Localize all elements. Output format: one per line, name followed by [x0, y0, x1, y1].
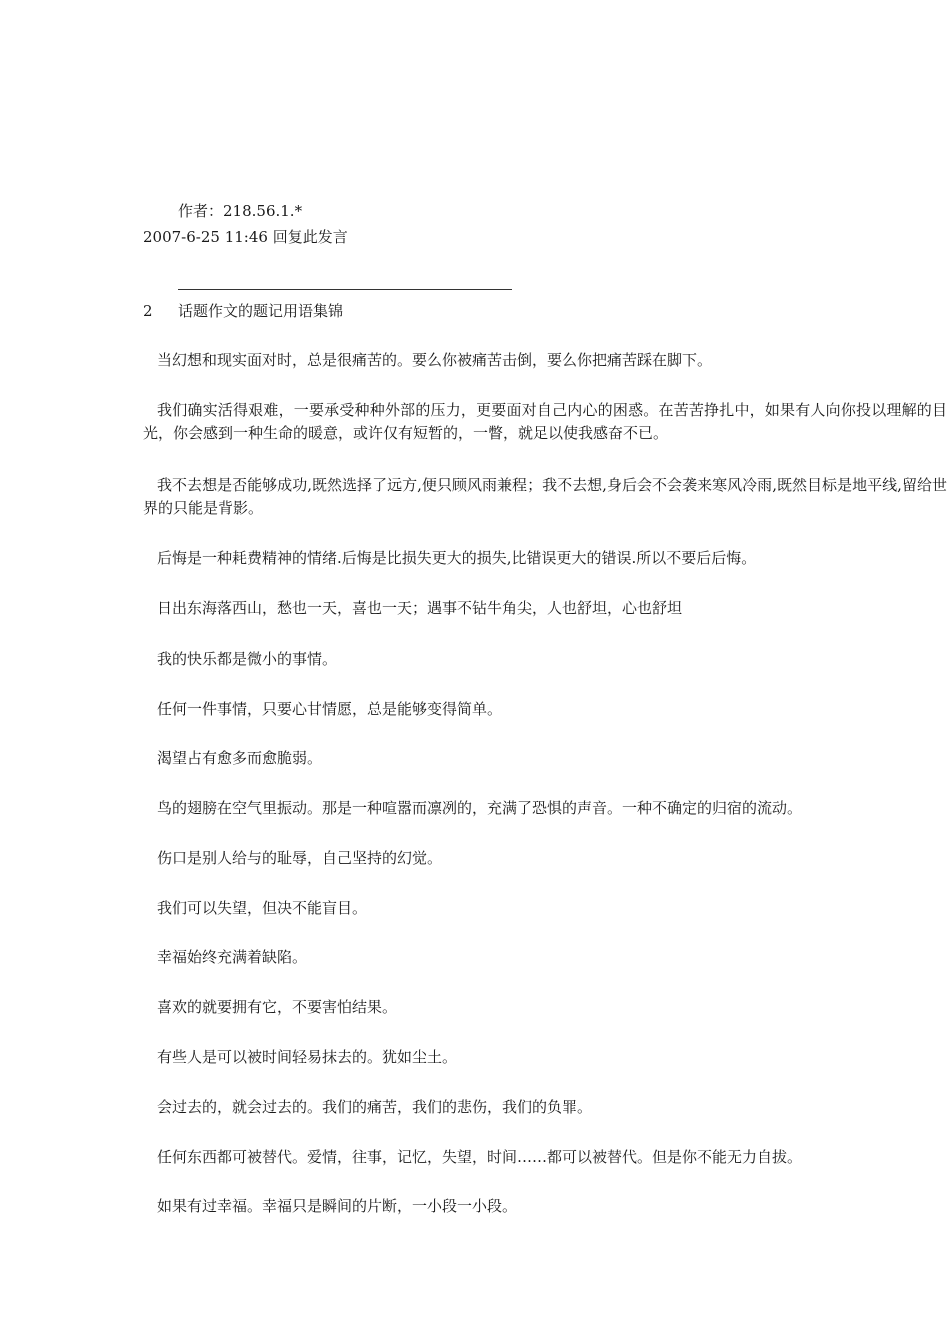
paragraph: 任何东西都可被替代。爱情，往事，记忆，失望，时间……都可以被替代。但是你不能无力自拔。: [157, 1148, 803, 1166]
paragraph: 喜欢的就要拥有它，不要害怕结果。: [157, 998, 398, 1016]
paragraph: 当幻想和现实面对时，总是很痛苦的。要么你被痛苦击倒，要么你把痛苦踩在脚下。: [157, 351, 713, 369]
paragraph: 鸟的翅膀在空气里振动。那是一种喧嚣而凛冽的，充满了恐惧的声音。一种不确定的归宿的流动。: [157, 799, 803, 817]
paragraph: 我们确实活得艰难，一要承受种种外部的压力，更要面对自己内心的困惑。在苦苦挣扎中，如果有人向你投以理解的目光，你会感到一种生命的暖意，或许仅有短暂的，一瞥，就足以使我感奋不已。: [143, 401, 947, 442]
paragraph: 我们可以失望，但决不能盲目。: [157, 899, 368, 917]
paragraph: 有些人是可以被时间轻易抹去的。犹如尘土。: [157, 1048, 458, 1066]
topic-heading: [143, 300, 343, 322]
paragraph: 后悔是一种耗费精神的情绪.后悔是比损失更大的损失,比错误更大的错误.所以不要后后悔。: [157, 549, 757, 567]
topic-title: 话题作文的题记用语集锦: [178, 302, 344, 320]
paragraph: 幸福始终充满着缺陷。: [157, 948, 308, 966]
paragraph: 我不去想是否能够成功,既然选择了远方,便只顾风雨兼程；我不去想,身后会不会袭来寒风冷雨,既然目标是地平线,留给世界的只能是背影。: [143, 476, 947, 517]
topic-number: 2: [143, 302, 153, 320]
post-meta-line: 2007-6-25 11:46 回复此发言: [143, 228, 348, 246]
paragraph: 渴望占有愈多而愈脆弱。: [157, 749, 323, 767]
paragraph: 我的快乐都是微小的事情。: [157, 650, 338, 668]
separator-rule: [178, 289, 512, 290]
paragraph: 会过去的，就会过去的。我们的痛苦，我们的悲伤，我们的负罪。: [157, 1098, 593, 1116]
paragraph: 任何一件事情，只要心甘情愿，总是能够变得简单。: [157, 700, 503, 718]
paragraph: 如果有过幸福。幸福只是瞬间的片断，一小段一小段。: [157, 1197, 518, 1215]
author-line: 作者：218.56.1.*: [178, 202, 303, 220]
paragraph: 伤口是别人给与的耻辱，自己坚持的幻觉。: [157, 849, 443, 867]
paragraph: 日出东海落西山，愁也一天，喜也一天；遇事不钻牛角尖，人也舒坦，心也舒坦: [157, 599, 683, 617]
